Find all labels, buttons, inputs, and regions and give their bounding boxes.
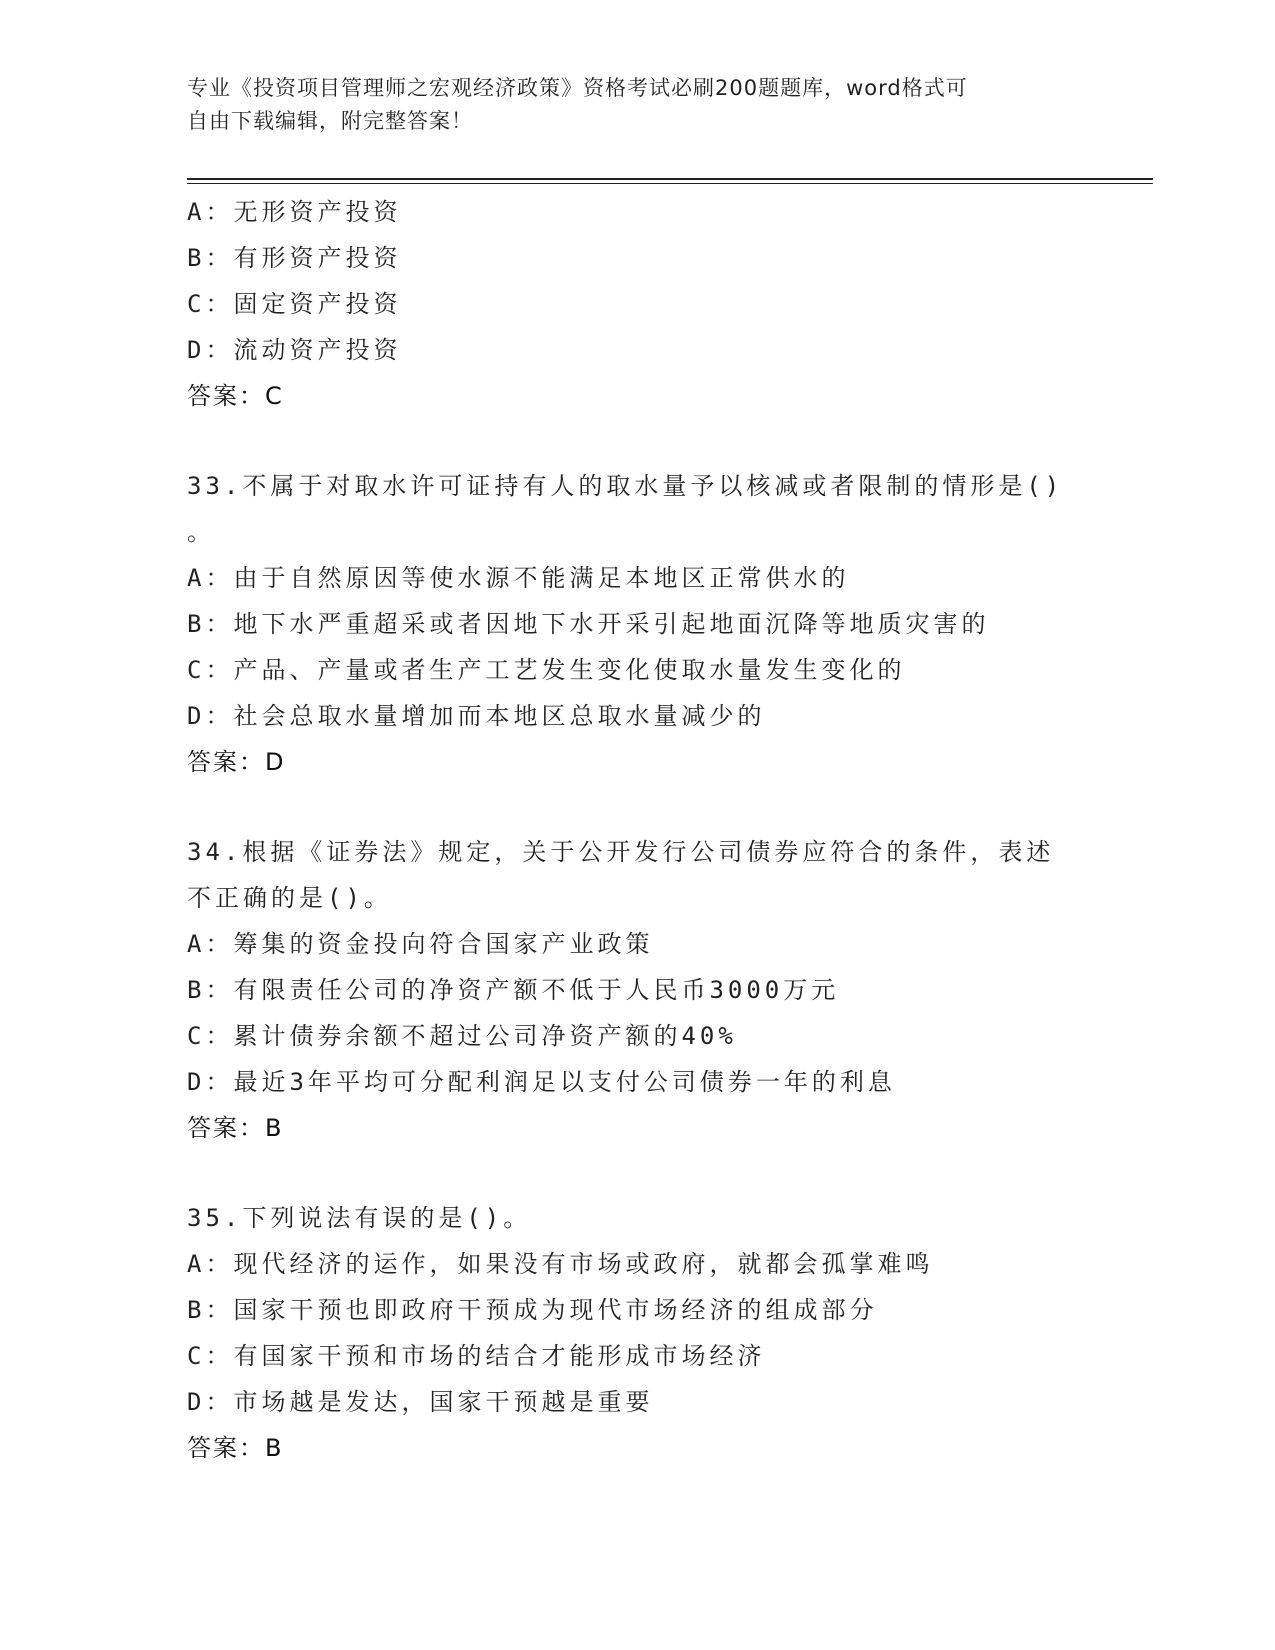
question-35-block	[187, 1195, 1087, 1471]
question-stem-continued: 不正确的是()。	[187, 884, 392, 912]
option-d: D：社会总取水量增加而本地区总取水量减少的	[187, 702, 766, 730]
option-d: D：最近3年平均可分配利润足以支付公司债券一年的利息	[187, 1068, 896, 1096]
question-stem: 34.根据《证券法》规定，关于公开发行公司债券应符合的条件，表述	[187, 838, 1055, 866]
answer: 答案：C	[187, 382, 284, 410]
option-c: C：固定资产投资	[187, 290, 402, 318]
option-a: A：由于自然原因等使水源不能满足本地区正常供水的	[187, 564, 850, 592]
option-a: A：筹集的资金投向符合国家产业政策	[187, 930, 654, 958]
option-a: A：现代经济的运作，如果没有市场或政府，就都会孤掌难鸣	[187, 1250, 934, 1278]
option-a: A：无形资产投资	[187, 198, 402, 226]
question-33-block	[187, 463, 1087, 785]
option-b: B：国家干预也即政府干预成为现代市场经济的组成部分	[187, 1296, 878, 1324]
option-c: C：累计债券余额不超过公司净资产额的40%	[187, 1022, 737, 1050]
question-stem: 33.不属于对取水许可证持有人的取水量予以核减或者限制的情形是()	[187, 472, 1064, 500]
option-b: B：有形资产投资	[187, 244, 402, 272]
question-34-block	[187, 829, 1087, 1151]
question-stem: 35.下列说法有误的是()。	[187, 1204, 532, 1232]
header-rule-thick	[187, 178, 1153, 180]
question-stem-continued: 。	[187, 518, 215, 546]
document-header	[187, 72, 1087, 138]
option-c: C：产品、产量或者生产工艺发生变化使取水量发生变化的	[187, 656, 906, 684]
option-b: B：地下水严重超采或者因地下水开采引起地面沉降等地质灾害的	[187, 610, 990, 638]
question-32-block	[187, 189, 1087, 419]
header-line-1: 专业《投资项目管理师之宏观经济政策》资格考试必刷200题题库，word格式可	[187, 76, 968, 100]
option-d: D：流动资产投资	[187, 336, 402, 364]
option-c: C：有国家干预和市场的结合才能形成市场经济	[187, 1342, 766, 1370]
option-b: B：有限责任公司的净资产额不低于人民币3000万元	[187, 976, 840, 1004]
answer: 答案：D	[187, 748, 286, 776]
option-d: D：市场越是发达，国家干预越是重要	[187, 1388, 654, 1416]
header-rule-thin	[187, 183, 1153, 184]
question-content	[187, 189, 1087, 1471]
header-line-2: 自由下载编辑，附完整答案！	[187, 109, 473, 133]
answer: 答案：B	[187, 1434, 284, 1462]
answer: 答案：B	[187, 1114, 284, 1142]
